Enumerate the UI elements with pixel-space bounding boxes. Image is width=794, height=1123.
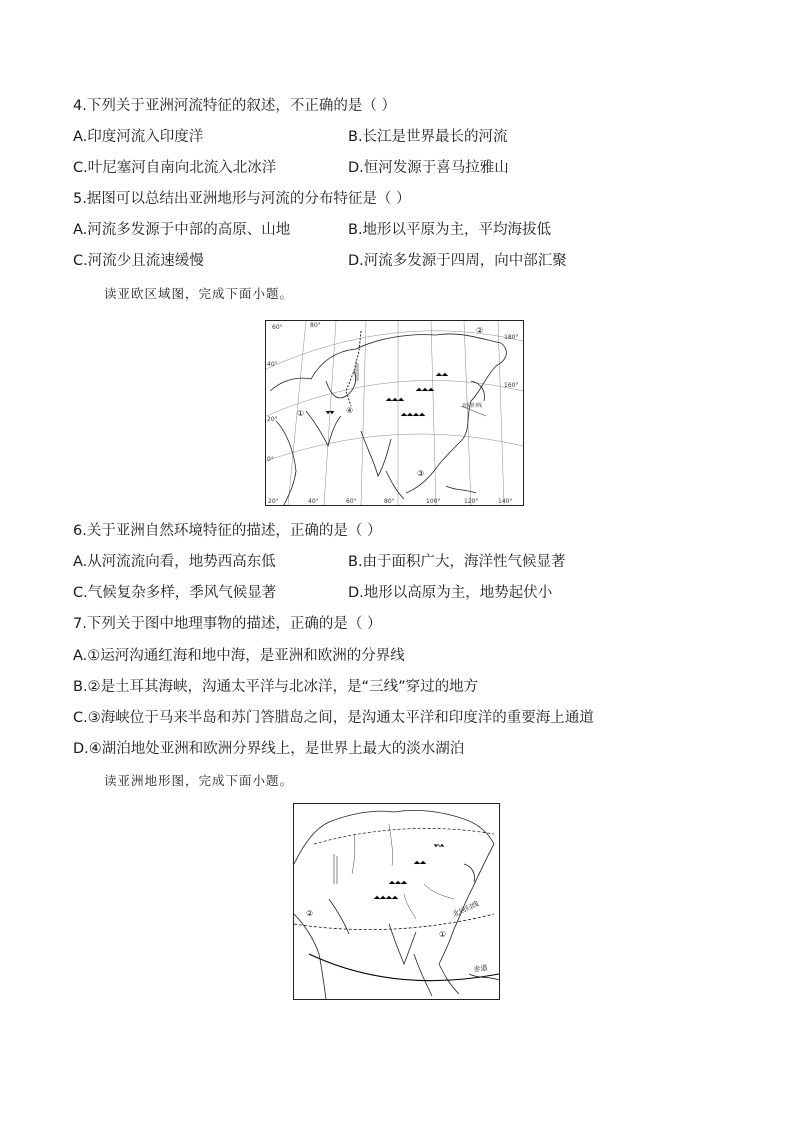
q7-stem: 7.下列关于图中地理事物的描述，正确的是（ ） — [73, 616, 382, 632]
q7-option-d[interactable]: D.④湖泊地处亚洲和欧洲分界线上，是世界上最大的淡水湖泊 — [73, 741, 465, 757]
q4-option-c[interactable]: C.叶尼塞河自南向北流入北冰洋 — [73, 160, 277, 176]
q5-option-c[interactable]: C.河流少且流速缓慢 — [73, 253, 204, 269]
instruction-asia-map: 读亚洲地形图，完成下面小题。 — [104, 773, 294, 788]
q6-option-d[interactable]: D.地形以高原为主，地势起伏小 — [348, 585, 553, 601]
asia-marker-1: ① — [439, 930, 447, 939]
tick-top-60: 60° — [272, 324, 283, 331]
q5-option-b[interactable]: B.地形以平原为主，平均海拔低 — [348, 222, 552, 238]
tick-right-180: 180° — [504, 334, 519, 341]
asia-map-drawing — [294, 804, 499, 999]
q4-option-b[interactable]: B.长江是世界最长的河流 — [348, 129, 508, 145]
asia-topography-map — [293, 803, 500, 1000]
tick-left-0: 0° — [267, 456, 274, 463]
marker-1: ① — [297, 409, 305, 418]
tick-bottom-80: 80° — [384, 498, 395, 505]
eurasia-map-drawing — [266, 321, 523, 505]
tick-bottom-100: 100° — [426, 498, 441, 505]
tick-bottom-60: 60° — [346, 498, 357, 505]
eurasia-tropic-label: 北回归线 — [462, 403, 483, 409]
q6-stem: 6.关于亚洲自然环境特征的描述，正确的是（ ） — [73, 523, 382, 539]
marker-2: ② — [476, 326, 484, 335]
tick-bottom-140: 140° — [498, 498, 513, 505]
tick-top-80: 80° — [310, 322, 321, 329]
q5-option-d[interactable]: D.河流多发源于四周，向中部汇聚 — [348, 253, 567, 269]
equator-label: 赤道 — [472, 963, 489, 974]
q5-stem: 5.据图可以总结出亚洲地形与河流的分布特征是（ ） — [73, 191, 411, 207]
tropic-label: 北回归线 — [451, 899, 481, 919]
q5-option-a[interactable]: A.河流多发源于中部的高原、山地 — [73, 222, 291, 238]
instruction-eurasia-map: 读亚欧区域图，完成下面小题。 — [104, 286, 294, 301]
q6-option-c[interactable]: C.气候复杂多样，季风气候显著 — [73, 585, 277, 601]
q4-stem: 4.下列关于亚洲河流特征的叙述，不正确的是（ ） — [73, 98, 396, 114]
tick-bottom-120: 120° — [464, 498, 479, 505]
q7-option-a[interactable]: A.①运河沟通红海和地中海，是亚洲和欧洲的分界线 — [73, 648, 405, 664]
eurasia-map — [265, 320, 524, 506]
q7-option-b[interactable]: B.②是土耳其海峡，沟通太平洋与北冰洋，是“三线”穿过的地方 — [73, 679, 479, 695]
tick-right-160: 160° — [504, 382, 519, 389]
asia-marker-2: ② — [306, 909, 314, 918]
tick-bottom-20: 20° — [268, 498, 279, 505]
q6-option-a[interactable]: A.从河流流向看，地势西高东低 — [73, 554, 276, 570]
q6-option-b[interactable]: B.由于面积广大，海洋性气候显著 — [348, 554, 566, 570]
marker-3: ③ — [417, 469, 425, 478]
tick-left-20: 20° — [267, 416, 278, 423]
marker-4: ④ — [346, 406, 354, 415]
q7-option-c[interactable]: C.③海峡位于马来半岛和苏门答腊岛之间，是沟通太平洋和印度洋的重要海上通道 — [73, 710, 594, 726]
tick-bottom-40: 40° — [308, 498, 319, 505]
q4-option-d[interactable]: D.恒河发源于喜马拉雅山 — [348, 160, 509, 176]
tick-left-40: 40° — [267, 361, 278, 368]
q4-option-a[interactable]: A.印度河流入印度洋 — [73, 129, 204, 145]
